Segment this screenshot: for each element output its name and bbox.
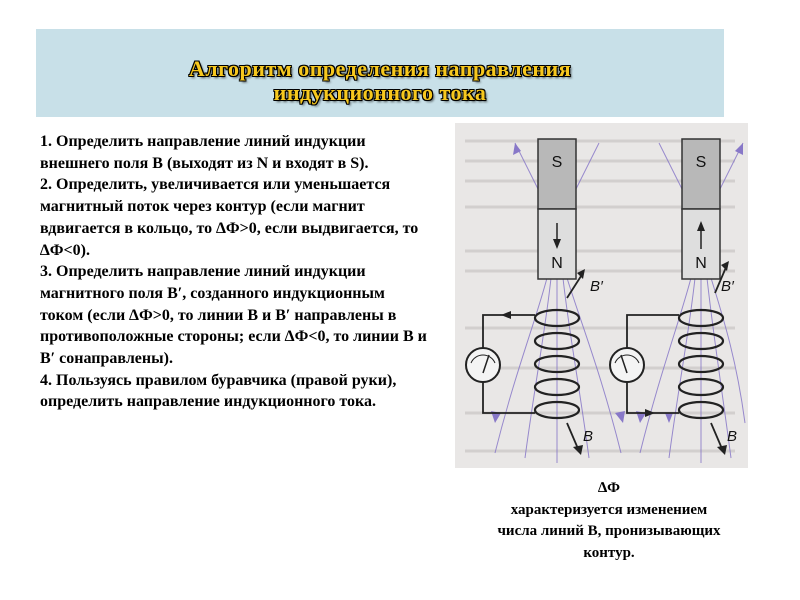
right-magnet-s-label: S bbox=[695, 154, 707, 171]
right-b-label: B bbox=[727, 428, 738, 445]
step-1: 1. Определить направление линий индукции внешнего поля В (выходят из N и входят в S). bbox=[40, 133, 369, 172]
step-2: 2. Определить, увеличивается или уменьшается магнитный поток через контур (если магнит вдвигается в кольцо, то ∆Ф>0, если выдвигается, то ∆Ф<0). bbox=[40, 176, 419, 259]
left-magnet-s-label: S bbox=[551, 154, 563, 171]
title-banner bbox=[36, 29, 724, 117]
induction-illustration bbox=[455, 123, 748, 468]
right-galvanometer bbox=[610, 348, 644, 382]
left-b-label: B bbox=[583, 428, 594, 445]
right-b-prime-label: B′ bbox=[721, 278, 734, 295]
slide-title bbox=[36, 57, 724, 105]
left-magnet bbox=[538, 139, 576, 279]
caption-line-2: характеризуется изменением bbox=[510, 501, 708, 518]
left-galvanometer bbox=[466, 348, 500, 382]
right-magnet bbox=[682, 139, 720, 279]
caption-line-1: ∆Ф bbox=[597, 480, 621, 496]
slide-title-line-1: Алгоритм определения направления bbox=[188, 56, 572, 81]
slide-title-line-2: индукционного тока bbox=[273, 80, 487, 105]
left-magnet-n-label: N bbox=[551, 255, 563, 272]
figure-caption bbox=[436, 478, 782, 564]
right-magnet-n-label: N bbox=[695, 255, 707, 272]
left-b-prime-label: B′ bbox=[590, 278, 603, 295]
step-3: 3. Определить направление линий индукции магнитного поля В′, созданного индукционным током (если ∆Ф>0, то линии В и В′ направлены в противоположные стороны; если ∆Ф<0, то линии В и В′ сонаправлены). bbox=[40, 263, 427, 368]
caption-line-3: числа линий В, пронизывающих bbox=[497, 523, 721, 539]
caption-line-4: контур. bbox=[583, 544, 635, 561]
algorithm-steps bbox=[40, 131, 430, 413]
step-4: 4. Пользуясь правилом буравчика (правой руки), определить направление индукционного тока. bbox=[40, 371, 397, 411]
induction-figure bbox=[455, 123, 748, 468]
